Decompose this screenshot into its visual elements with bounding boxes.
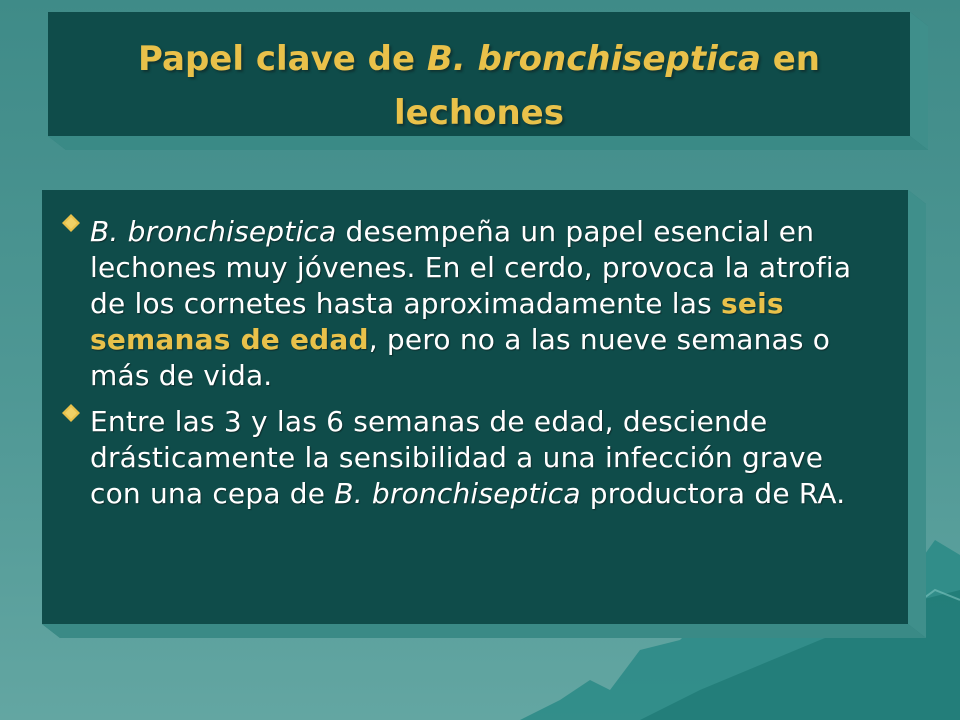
content-panel [42,190,926,638]
title-line1-before: Papel clave de [138,39,427,79]
bullet1-text-a: desempeña un papel esencial en lechones muy jóvenes. En el cerdo, provoca la atrofia de los cornetes hasta aproximadamente las [90,215,852,320]
bullet2-text-b: productora de RA. [580,477,846,510]
slide-title [48,32,910,140]
bullet-item-1 [62,214,882,394]
title-panel [48,12,928,150]
bullet1-highlight: seis semanas de edad [90,287,784,356]
diamond-bullet-icon [62,404,80,422]
bullet1-italic-lead: B. bronchiseptica [90,215,337,248]
bullet-item-2 [62,404,882,512]
bullet1-text-b: , pero no a las nueve semanas o más de vida. [90,323,831,392]
bullet2-text-a: Entre las 3 y las 6 semanas de edad, desciende drásticamente la sensibilidad a una infección grave con una cepa de [90,405,824,510]
bullet-list [62,214,882,522]
diamond-bullet-icon [62,214,80,232]
bullet2-italic: B. bronchiseptica [334,477,581,510]
title-line1-after: en [760,39,820,79]
title-line1-italic: B. bronchiseptica [426,39,761,79]
title-line2: lechones [394,93,564,133]
